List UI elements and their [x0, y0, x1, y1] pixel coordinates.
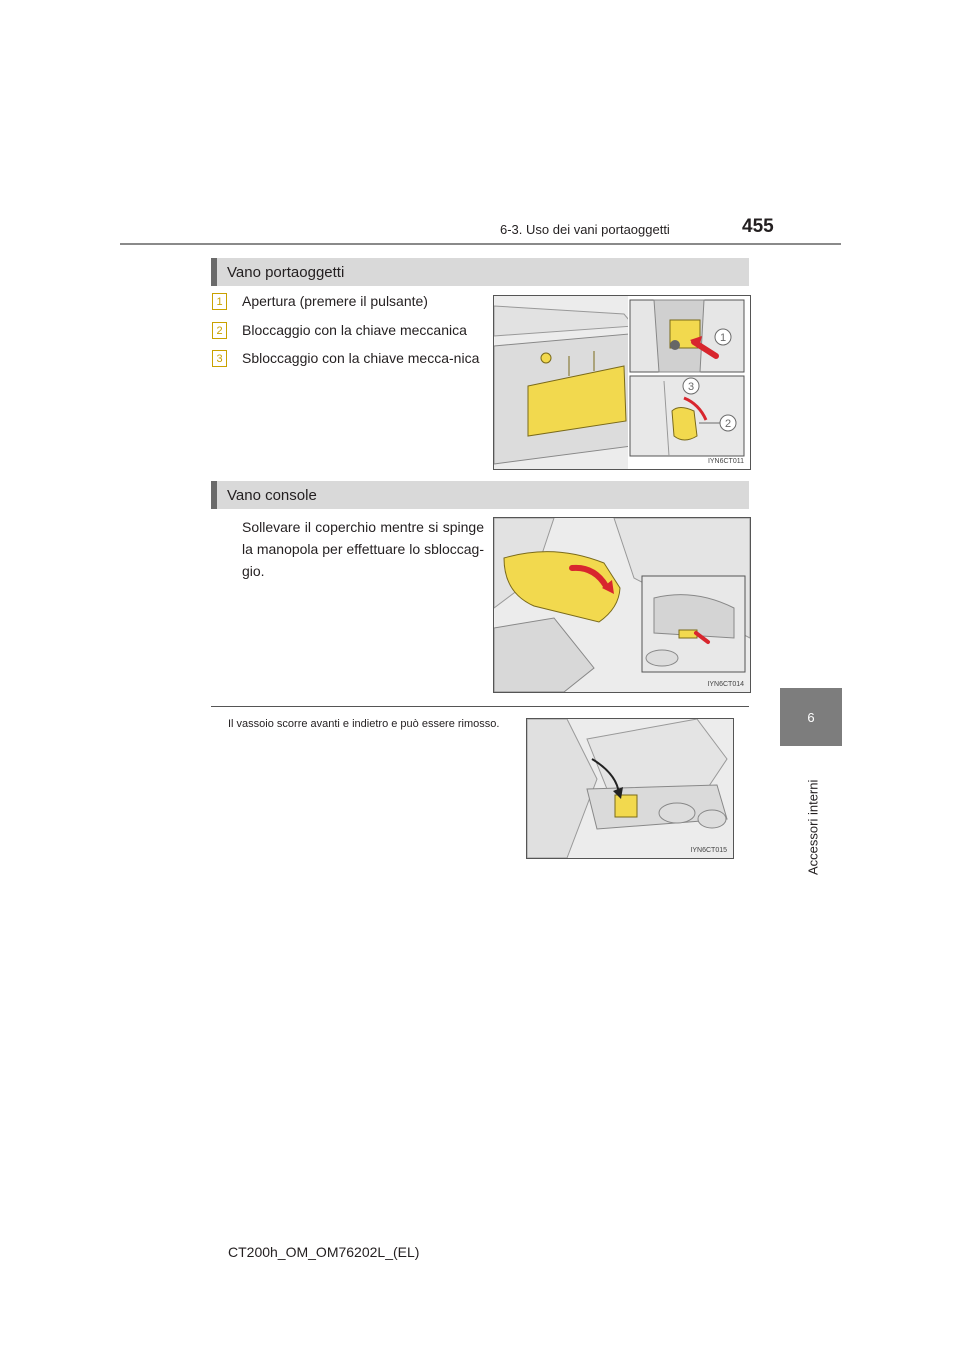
figure-code: IYN6CT015	[690, 847, 727, 854]
item-text: Apertura (premere il pulsante)	[242, 293, 428, 309]
tray-figure	[526, 718, 734, 859]
callout-2: 2	[724, 418, 732, 430]
note-text: Il vassoio scorre avanti e indietro e può essere rimosso.	[228, 718, 500, 730]
item-number-badge: 2	[212, 322, 227, 339]
callout-3: 3	[687, 381, 695, 393]
glovebox-illustration	[494, 296, 750, 469]
section-bar-glovebox	[211, 258, 749, 286]
section-bar-console	[211, 481, 749, 509]
callout-1: 1	[719, 332, 727, 344]
console-figure	[493, 517, 751, 693]
console-illustration	[494, 518, 750, 692]
section-body-text: Sollevare il coperchio mentre si spinge la manopola per effettuare lo sbloccag-gio.	[242, 519, 484, 579]
item-text: Sbloccaggio con la chiave mecca-nica	[242, 350, 480, 366]
document-code-footer: CT200h_OM_OM76202L_(EL)	[228, 1244, 420, 1260]
tray-illustration	[527, 719, 733, 858]
section-title: Vano console	[227, 486, 317, 504]
section-divider	[211, 706, 749, 707]
section-title: Vano portaoggetti	[227, 263, 345, 281]
section-bar-marker	[211, 481, 217, 509]
glovebox-figure	[493, 295, 751, 470]
section-bar-marker	[211, 258, 217, 286]
chapter-number: 6	[807, 709, 815, 725]
item-text: Bloccaggio con la chiave meccanica	[242, 322, 467, 338]
item-number-badge: 3	[212, 350, 227, 367]
chapter-label: Accessori interni	[805, 779, 821, 875]
running-header-section: 6-3. Uso dei vani portaoggetti	[500, 222, 670, 237]
figure-code: IYN6CT011	[707, 458, 744, 465]
figure-code: IYN6CT014	[707, 681, 744, 688]
header-rule	[120, 243, 841, 245]
page-number: 455	[742, 216, 774, 237]
item-number-badge: 1	[212, 293, 227, 310]
